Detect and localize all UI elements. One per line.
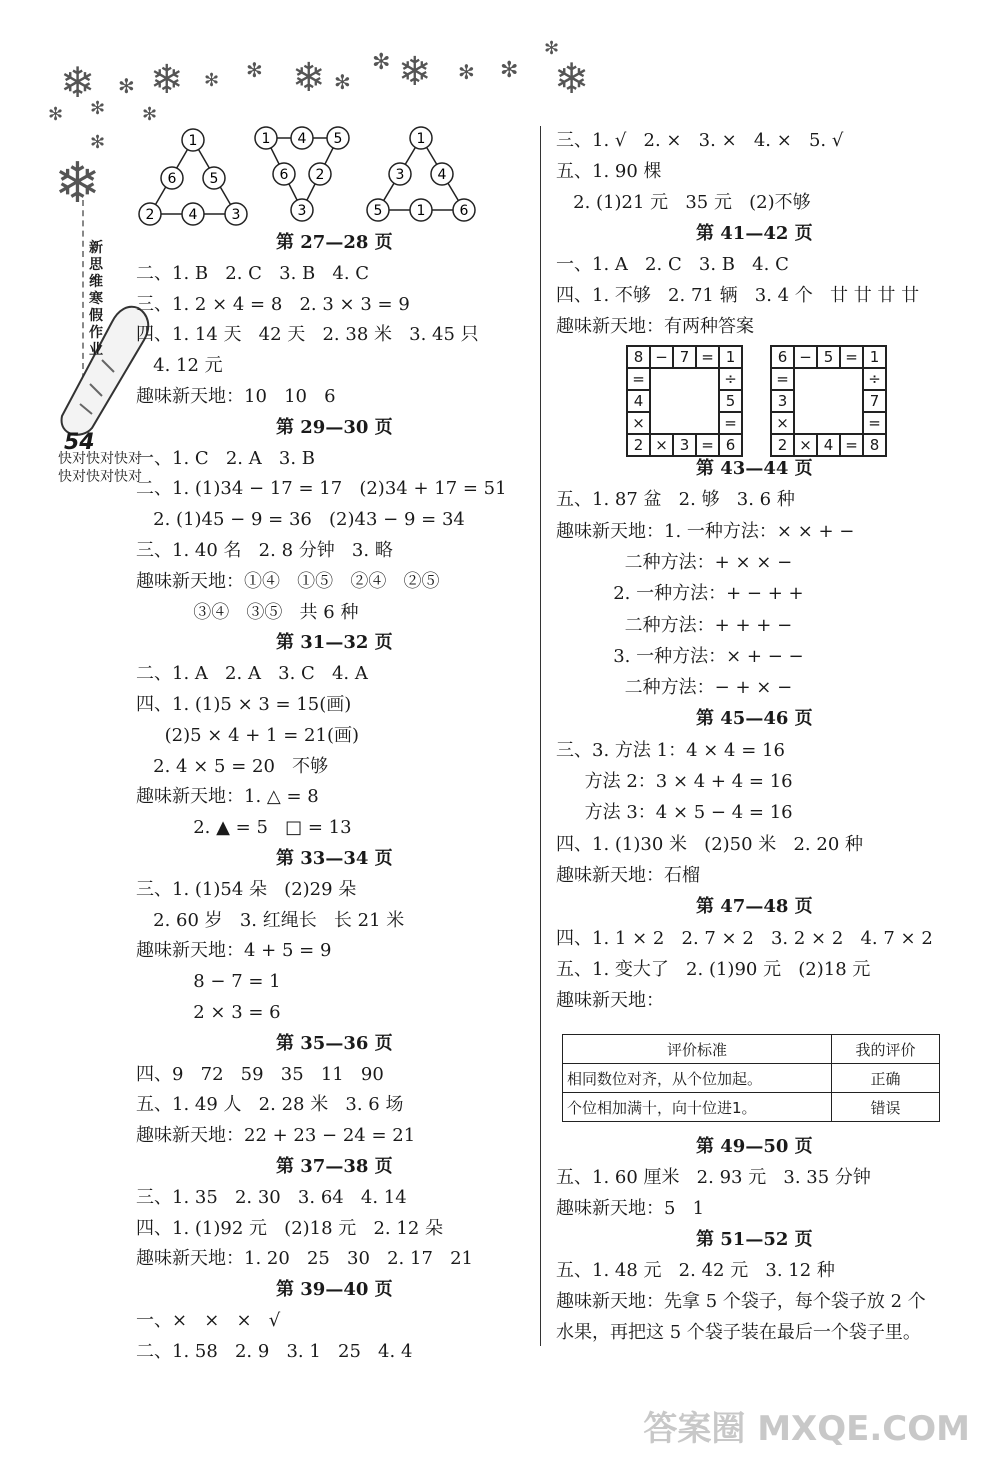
answer-line: 五、1. 60 厘米 2. 93 元 3. 35 分钟 bbox=[556, 1167, 871, 1188]
answer-line: 四、1. 不够 2. 71 辆 3. 4 个 廿 廿 廿 廿 bbox=[556, 285, 920, 306]
page-range-heading: 第 43—44 页 bbox=[696, 458, 813, 479]
grid-cell: = bbox=[696, 434, 719, 456]
answer-line: 趣味新天地：22 + 23 − 24 = 21 bbox=[136, 1125, 416, 1147]
answer-line: 3. 一种方法：× + − − bbox=[556, 645, 804, 667]
page-range-heading: 第 33—34 页 bbox=[276, 848, 393, 869]
grid-cell: 3 bbox=[673, 434, 696, 456]
answer-line: 水果，再把这 5 个袋子装在最后一个袋子里。 bbox=[556, 1322, 921, 1343]
answer-line: 趣味新天地：有两种答案 bbox=[556, 316, 754, 337]
answer-line: 三、1. (1)54 朵 (2)29 朵 bbox=[136, 878, 357, 900]
circle-number: 3 bbox=[395, 167, 405, 183]
grid-cell: 6 bbox=[771, 346, 794, 368]
grid-cell: 5 bbox=[719, 390, 742, 412]
answer-line: 五、1. 48 元 2. 42 元 3. 12 种 bbox=[556, 1260, 835, 1281]
grid-blank bbox=[650, 368, 673, 390]
answer-line: 二、1. (1)34 − 17 = 17 (2)34 + 17 = 51 bbox=[136, 478, 507, 500]
grid-cell: 4 bbox=[627, 390, 650, 412]
snowflake-icon: ✻ bbox=[118, 74, 135, 98]
answer-line: 趣味新天地：先拿 5 个袋子，每个袋子放 2 个 bbox=[556, 1291, 926, 1312]
answer-line: 2. 一种方法：+ − + + bbox=[556, 583, 804, 605]
answer-line: 四、1. (1)92 元 (2)18 元 2. 12 朵 bbox=[136, 1217, 443, 1239]
grid-cell: × bbox=[794, 434, 817, 456]
watermark: 答案圈 MXQE.COM bbox=[643, 1409, 970, 1449]
grid-row bbox=[627, 434, 742, 456]
answer-line: 方法 3：4 × 5 − 4 = 16 bbox=[556, 802, 793, 824]
answer-line: (2)5 × 4 + 1 = 21(画) bbox=[136, 724, 359, 746]
circle-number: 2 bbox=[145, 207, 155, 223]
grid-row bbox=[627, 368, 742, 390]
triangle-diagrams bbox=[128, 122, 478, 238]
answer-line: 2. ▲ = 5 □ = 13 bbox=[136, 817, 352, 839]
answer-line: 二种方法：+ + + − bbox=[556, 614, 793, 636]
grid-blank bbox=[673, 412, 696, 434]
snowflake-icon: ✻ bbox=[90, 132, 106, 153]
answer-line: 四、1. 14 天 42 天 2. 38 米 3. 45 只 bbox=[136, 324, 479, 346]
answer-line: 2. (1)21 元 35 元 (2)不够 bbox=[556, 192, 811, 213]
snowflake-icon: ❄ bbox=[398, 49, 432, 95]
snowflake-icon: ✻ bbox=[372, 50, 391, 75]
grid-cell: = bbox=[627, 368, 650, 390]
page-range-heading: 第 49—50 页 bbox=[696, 1136, 813, 1157]
grid-blank bbox=[794, 390, 817, 412]
grid-cell: 6 bbox=[719, 434, 742, 456]
grid-cell: 8 bbox=[627, 346, 650, 368]
answer-line: 趣味新天地：4 + 5 = 9 bbox=[136, 940, 332, 962]
snowflake-icon: ✻ bbox=[48, 104, 64, 125]
grid-cell: 8 bbox=[863, 434, 886, 456]
grid-blank bbox=[673, 390, 696, 412]
table-header-row bbox=[563, 1035, 940, 1064]
grid-cell: 4 bbox=[817, 434, 840, 456]
answer-line: 三、1. 40 名 2. 8 分钟 3. 略 bbox=[136, 540, 393, 561]
circle-number: 5 bbox=[333, 131, 343, 147]
circle-number: 3 bbox=[231, 207, 241, 223]
circle-number: 6 bbox=[459, 203, 469, 219]
grid-cell: 1 bbox=[719, 346, 742, 368]
answer-line: 方法 2：3 × 4 + 4 = 16 bbox=[556, 771, 793, 792]
grid-row bbox=[627, 412, 742, 434]
table-row bbox=[563, 1093, 940, 1122]
snowflake-icon: ✻ bbox=[90, 98, 106, 119]
grid-row bbox=[627, 346, 742, 368]
answer-line: 五、1. 变大了 2. (1)90 元 (2)18 元 bbox=[556, 958, 871, 980]
grid-row bbox=[771, 368, 886, 390]
vertical-label: 新思维寒假作业 bbox=[89, 240, 103, 358]
answer-line: 2. 60 岁 3. 红绳长 长 21 米 bbox=[136, 909, 405, 931]
triangle-diagram bbox=[139, 129, 247, 225]
table-cell: 个位相加满十，向十位进1。 bbox=[563, 1093, 832, 1122]
grid-row bbox=[771, 412, 886, 434]
grid-row bbox=[627, 390, 742, 412]
answer-line: 三、3. 方法 1：4 × 4 = 16 bbox=[556, 739, 785, 761]
answer-line: 三、1. √ 2. × 3. × 4. × 5. √ bbox=[556, 130, 844, 151]
answer-line: 二、1. A 2. A 3. C 4. A bbox=[136, 663, 368, 685]
answer-line: 趣味新天地：5 1 bbox=[556, 1198, 705, 1219]
answer-line: 4. 12 元 bbox=[136, 355, 223, 377]
circle-number: 1 bbox=[261, 131, 271, 147]
answer-line: 一、1. C 2. A 3. B bbox=[136, 447, 316, 469]
grid-cell: 3 bbox=[771, 390, 794, 412]
grid-blank bbox=[696, 390, 719, 412]
grid-cell: − bbox=[650, 346, 673, 368]
evaluation-table bbox=[562, 1034, 940, 1122]
grid-blank bbox=[817, 368, 840, 390]
answer-line: 三、1. 35 2. 30 3. 64 4. 14 bbox=[136, 1186, 407, 1208]
circle-number: 1 bbox=[188, 133, 198, 149]
grid-cell: = bbox=[696, 346, 719, 368]
answer-line: 2. (1)45 − 9 = 36 (2)43 − 9 = 34 bbox=[136, 509, 465, 531]
snowflake-icon: ✻ bbox=[544, 38, 560, 59]
grid-blank bbox=[794, 368, 817, 390]
grid-row bbox=[771, 346, 886, 368]
grid-cell: 5 bbox=[817, 346, 840, 368]
grid-cell: 2 bbox=[771, 434, 794, 456]
answer-line: 四、1. 1 × 2 2. 7 × 2 3. 2 × 2 4. 7 × 2 bbox=[556, 927, 933, 949]
brand-line: 快对快对快对 bbox=[58, 451, 142, 467]
grid-blank bbox=[673, 368, 696, 390]
column-divider bbox=[540, 126, 541, 1346]
grid-row bbox=[771, 390, 886, 412]
grid-blank bbox=[817, 412, 840, 434]
snowflake-icon: ✻ bbox=[500, 58, 519, 83]
snowflake-icon: ✻ bbox=[204, 70, 220, 91]
page-range-heading: 第 39—40 页 bbox=[276, 1279, 393, 1301]
answer-line: 2 × 3 = 6 bbox=[136, 1002, 281, 1023]
answer-line: 8 − 7 = 1 bbox=[136, 971, 281, 993]
answer-line: 二种方法：− + × − bbox=[556, 677, 793, 699]
grid-blank bbox=[840, 390, 863, 412]
circle-number: 6 bbox=[279, 167, 289, 183]
grid-cell: 7 bbox=[673, 346, 696, 368]
grid-cell: ÷ bbox=[863, 368, 886, 390]
answer-line: 一、× × × √ bbox=[136, 1310, 281, 1331]
circle-number: 5 bbox=[209, 171, 219, 187]
circle-number: 1 bbox=[416, 131, 426, 147]
answer-line: 四、1. (1)5 × 3 = 15(画) bbox=[136, 694, 352, 715]
circle-number: 1 bbox=[416, 203, 426, 219]
circle-number: 3 bbox=[297, 203, 307, 219]
answer-line: 二、1. B 2. C 3. B 4. C bbox=[136, 262, 370, 284]
circle-number: 4 bbox=[297, 131, 307, 147]
grid-blank bbox=[817, 390, 840, 412]
snowflake-icon: ✻ bbox=[334, 70, 351, 94]
answer-line: 2. 4 × 5 = 20 不够 bbox=[136, 755, 329, 777]
grid-blank bbox=[794, 412, 817, 434]
answer-line: 趣味新天地： bbox=[556, 990, 664, 1012]
page-range-heading: 第 51—52 页 bbox=[696, 1229, 813, 1250]
circle-number: 5 bbox=[373, 203, 383, 219]
circle-number: 4 bbox=[437, 167, 447, 183]
answer-line: 趣味新天地：①④ ①⑤ ②④ ②⑤ bbox=[136, 570, 440, 592]
answer-line: 五、1. 49 人 2. 28 米 3. 6 场 bbox=[136, 1094, 404, 1116]
grid-blank bbox=[840, 412, 863, 434]
answer-line: 趣味新天地：石榴 bbox=[556, 864, 700, 886]
number-grid bbox=[626, 345, 743, 457]
grid-cell: 2 bbox=[627, 434, 650, 456]
grid-blank bbox=[696, 412, 719, 434]
grid-cell: = bbox=[840, 434, 863, 456]
answer-line: 三、1. 2 × 4 = 8 2. 3 × 3 = 9 bbox=[136, 293, 410, 315]
snowflake-icon: ❄ bbox=[60, 58, 96, 107]
page-number: 54 bbox=[64, 430, 95, 455]
grid-cell: × bbox=[650, 434, 673, 456]
triangle-diagram bbox=[367, 127, 475, 221]
table-cell: 错误 bbox=[832, 1093, 940, 1122]
answer-line: 四、1. (1)30 米 (2)50 米 2. 20 种 bbox=[556, 833, 863, 855]
answer-line: 一、1. A 2. C 3. B 4. C bbox=[556, 254, 789, 275]
circle-number: 2 bbox=[315, 167, 325, 183]
brand-line: 快对快对快对 bbox=[58, 469, 142, 485]
table-cell: 正确 bbox=[832, 1064, 940, 1093]
answer-line: 五、1. 90 棵 bbox=[556, 161, 662, 182]
grid-cell: = bbox=[840, 346, 863, 368]
grid-cell: × bbox=[627, 412, 650, 434]
grid-blank bbox=[840, 368, 863, 390]
grid-blank bbox=[650, 390, 673, 412]
grid-cell: × bbox=[771, 412, 794, 434]
page-range-heading: 第 31—32 页 bbox=[276, 632, 393, 654]
page-range-heading: 第 45—46 页 bbox=[696, 708, 813, 730]
circle-number: 6 bbox=[167, 171, 177, 187]
table-header: 评价标准 bbox=[563, 1035, 832, 1064]
page-range-heading: 第 27—28 页 bbox=[276, 232, 393, 253]
grid-cell: 1 bbox=[863, 346, 886, 368]
snowflake-icon: ✻ bbox=[246, 58, 263, 82]
answer-line: 五、1. 87 盆 2. 够 3. 6 种 bbox=[556, 489, 795, 511]
number-grid bbox=[770, 345, 887, 457]
page-range-heading: 第 29—30 页 bbox=[276, 416, 393, 438]
answer-line: 趣味新天地：1. △ = 8 bbox=[136, 786, 319, 808]
grid-cell: = bbox=[863, 412, 886, 434]
grid-blank bbox=[650, 412, 673, 434]
answer-line: 四、9 72 59 35 11 90 bbox=[136, 1063, 384, 1085]
circle-number: 4 bbox=[188, 207, 198, 223]
snowflake-icon: ✻ bbox=[142, 104, 158, 125]
answer-line: 趣味新天地：1. 一种方法：× × + − bbox=[556, 520, 855, 542]
grid-cell: − bbox=[794, 346, 817, 368]
snowflake-icon: ❄ bbox=[292, 55, 326, 101]
page-range-heading: 第 47—48 页 bbox=[696, 896, 813, 918]
table-row bbox=[563, 1064, 940, 1093]
page-range-heading: 第 41—42 页 bbox=[696, 223, 813, 244]
grid-cell: ÷ bbox=[719, 368, 742, 390]
answer-line: 二、1. 58 2. 9 3. 1 25 4. 4 bbox=[136, 1340, 413, 1362]
answer-line: ③④ ③⑤ 共 6 种 bbox=[136, 601, 359, 623]
grid-blank bbox=[696, 368, 719, 390]
triangle-diagram bbox=[255, 127, 349, 221]
answer-line: 趣味新天地：1. 20 25 30 2. 17 21 bbox=[136, 1248, 473, 1270]
table-header: 我的评价 bbox=[832, 1035, 940, 1064]
page-range-heading: 第 37—38 页 bbox=[276, 1156, 393, 1177]
grid-cell: = bbox=[771, 368, 794, 390]
snowflake-icon: ✻ bbox=[458, 60, 475, 84]
answer-line: 趣味新天地：10 10 6 bbox=[136, 386, 336, 407]
snowflake-icon: ❄ bbox=[554, 54, 590, 103]
grid-row bbox=[771, 434, 886, 456]
brand-text bbox=[58, 450, 142, 486]
table-cell: 相同数位对齐，从个位加起。 bbox=[563, 1064, 832, 1093]
page-range-heading: 第 35—36 页 bbox=[276, 1032, 393, 1054]
grid-cell: 7 bbox=[863, 390, 886, 412]
answer-line: 二种方法：+ × × − bbox=[556, 551, 793, 573]
grid-cell: = bbox=[719, 412, 742, 434]
snowflake-icon: ❄ bbox=[150, 57, 184, 103]
snowflake-icon: ❄ bbox=[54, 151, 101, 216]
